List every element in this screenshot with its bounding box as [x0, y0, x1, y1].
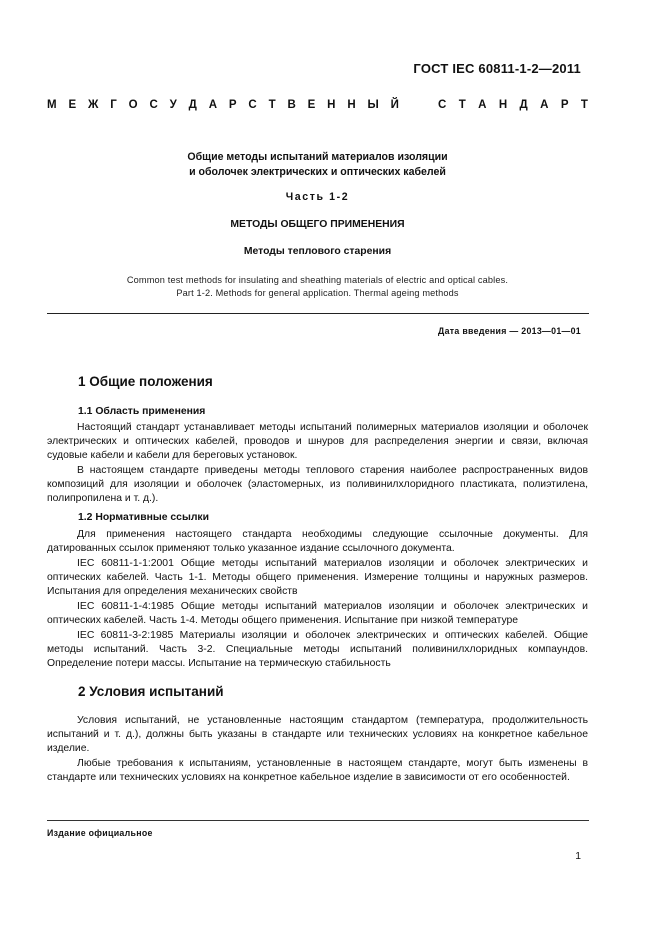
- official-edition-label: Издание официальное: [47, 828, 153, 838]
- document-code: ГОСТ IEC 60811-1-2—2011: [413, 61, 581, 76]
- reference-iec-60811-1-1: IEC 60811-1-1:2001 Общие методы испытаний материалов изоляции и оболочек электрических и оптических кабелей. Часть 1-1. Методы общего применения. Измерение толщины и наружных размеров. Испытания для определения механических свойств: [47, 558, 588, 598]
- reference-iec-60811-1-4: IEC 60811-1-4:1985 Общие методы испытаний материалов изоляции и оболочек электрических и оптических кабелей. Часть 1-4. Методы общего применения. Испытание при низкой температуре: [47, 601, 588, 627]
- page-number: 1: [575, 851, 581, 862]
- reference-iec-60811-3-2: IEC 60811-3-2:1985 Материалы изоляции и оболочек электрических и оптических кабелей. Общие методы испытаний. Часть 3-2. Специальные методы испытаний поливинилхлоридных компаундов. Определение потери массы. Испытание на термическую стабильность: [47, 630, 588, 670]
- section-1-heading: 1 Общие положения: [78, 374, 213, 389]
- title-line-1: Общие методы испытаний материалов изоляции: [187, 151, 448, 163]
- paragraph-scope-2: В настоящем стандарте приведены методы теплового старения наиболее распространенных видов композиций для изоляции и оболочек (эластомерных, из поливинилхлоридного пластиката, полиэтилена, полипропилена и т. д.).: [47, 465, 588, 505]
- english-title: [47, 274, 588, 300]
- paragraph-scope-1: Настоящий стандарт устанавливает методы испытаний полимерных материалов изоляции и оболочек электрических и оптических кабелей, проводов и шнуров для распределения энергии и связи, включая судовые кабели и кабели для береговых установок.: [47, 422, 588, 462]
- paragraph-conditions-2: Любые требования к испытаниям, установленные в настоящем стандарте, могут быть изменены в стандарте или технических условиях на конкретное кабельное изделие в зависимости от его особенностей.: [47, 758, 588, 784]
- subsection-1-2-heading: 1.2 Нормативные ссылки: [78, 512, 210, 523]
- introduction-date: Дата введения — 2013—01—01: [438, 326, 581, 336]
- general-methods-title: МЕТОДЫ ОБЩЕГО ПРИМЕНЕНИЯ: [230, 219, 405, 230]
- english-title-line-1: Common test methods for insulating and sheathing materials of electric and optical cables.: [126, 275, 509, 285]
- subsection-1-1-heading: 1.1 Область применения: [78, 406, 206, 417]
- banner-word-interstate: М Е Ж Г О С У Д А Р С Т В Е Н Н Ы Й: [47, 99, 399, 111]
- english-title-line-2: Part 1-2. Methods for general application. Thermal ageing methods: [176, 288, 459, 298]
- paragraph-references-intro: Для применения настоящего стандарта необходимы следующие ссылочные документы. Для датированных ссылок применяют только указанное издание ссылочного документа.: [47, 529, 588, 555]
- paragraph-conditions-1: Условия испытаний, не установленные настоящим стандартом (температура, продолжительность испытаний и т. д.), должны быть указаны в стандарте или технических условиях на конкретное кабельное изделие.: [47, 715, 588, 755]
- title-divider: [47, 313, 589, 314]
- subtitle: Методы теплового старения: [243, 246, 392, 257]
- title-line-2: и оболочек электрических и оптических кабелей: [189, 166, 446, 178]
- section-2-heading: 2 Условия испытаний: [78, 684, 224, 699]
- document-title: [47, 150, 588, 180]
- banner-word-standard: С Т А Н Д А Р Т: [438, 99, 588, 111]
- footer-divider: [47, 820, 589, 821]
- part-number: Часть 1-2: [285, 191, 350, 203]
- interstate-standard-banner: [47, 99, 588, 111]
